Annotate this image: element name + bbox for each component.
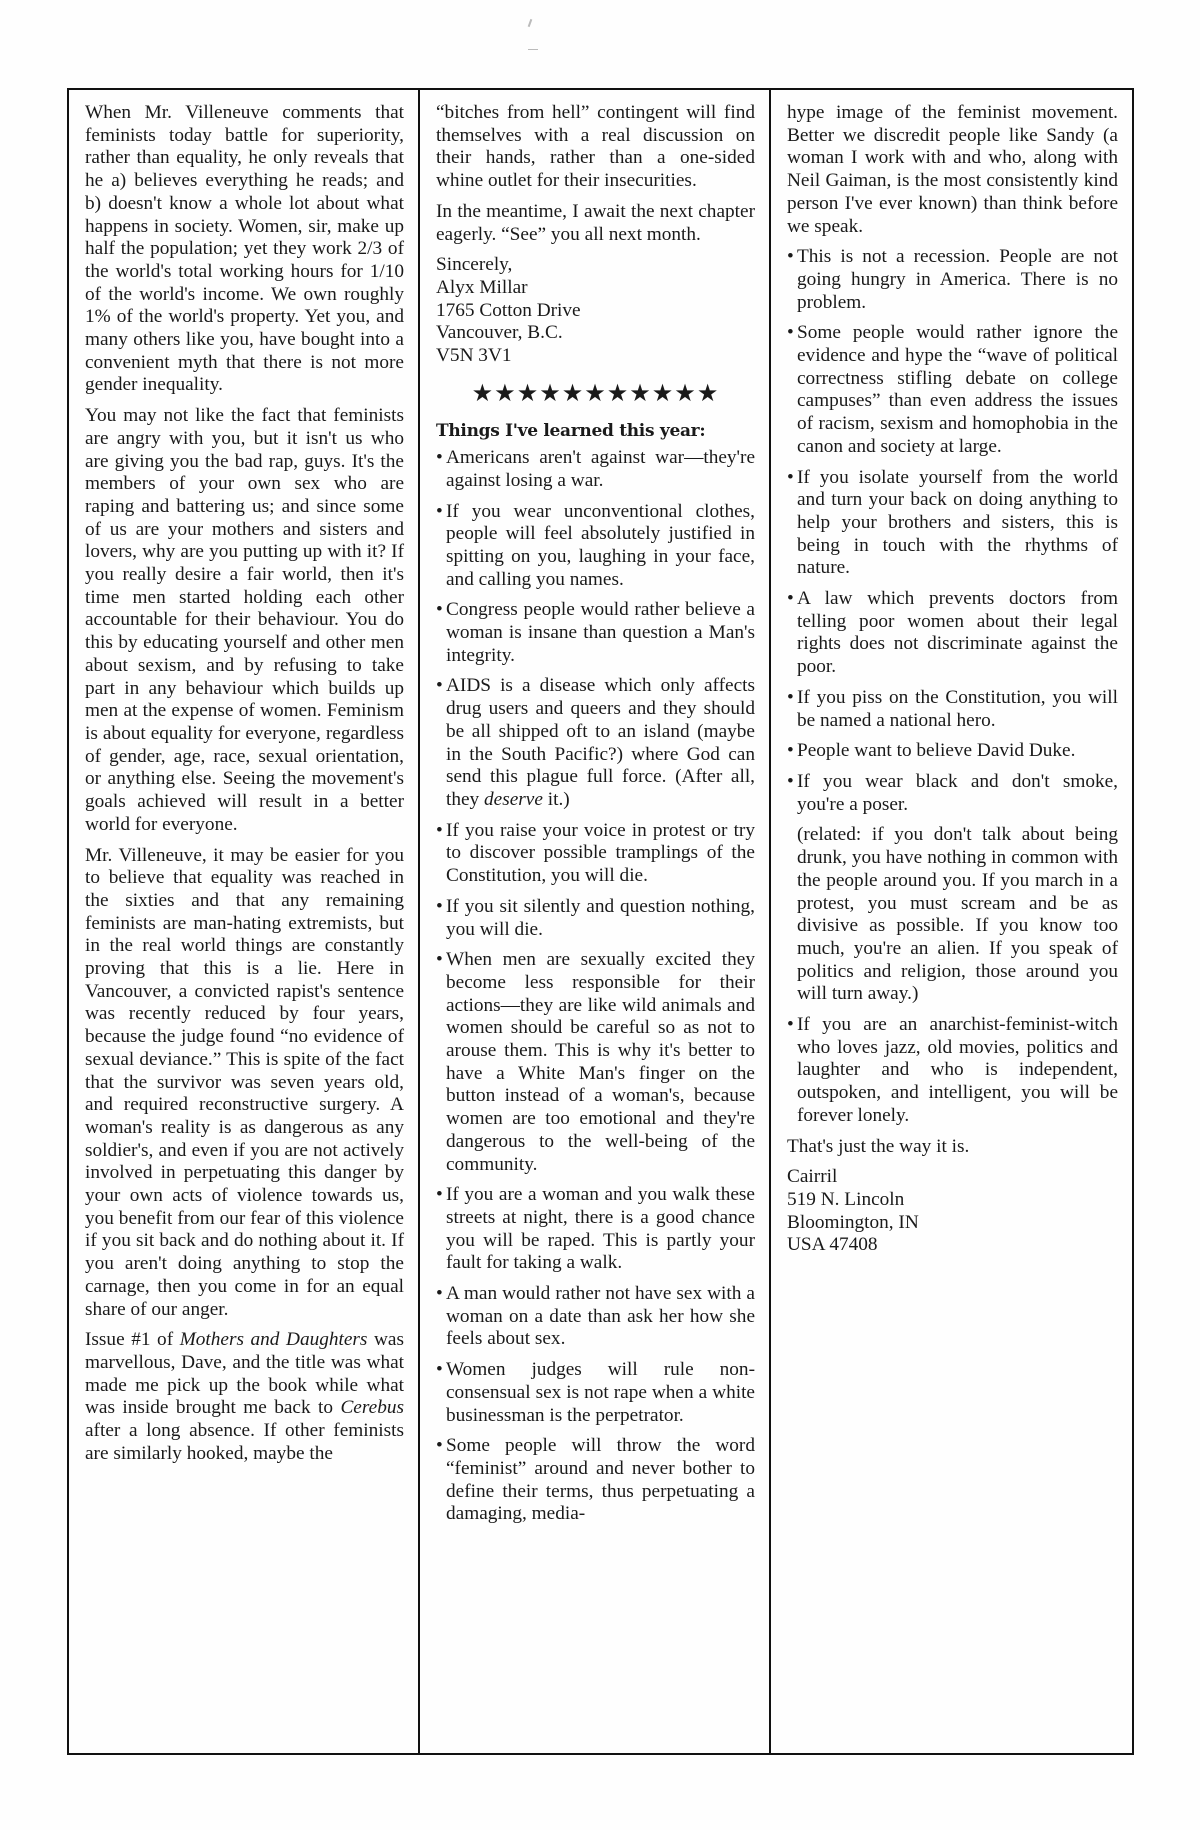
list-item: • Women judges will rule non-consensual sex is not rape when a white businessman is the perpetrator. xyxy=(436,1359,755,1426)
address-line: 1765 Cotton Drive xyxy=(436,299,581,321)
list-item: • Americans aren't against war—they're against losing a war. xyxy=(436,447,755,491)
author-name: Alyx Millar xyxy=(436,276,528,298)
list-item: • If you are a woman and you walk these streets at night, there is a good chance you will be raped. This is partly your fault for taking a walk. xyxy=(436,1184,755,1274)
list-item: • AIDS is a disease which only affects drug users and queers and they should be all shipped oft to an island (maybe in the South Pacific?) where God can send this plague full force. (After all, they deserve it.) xyxy=(436,675,755,810)
related-note: (related: if you don't talk about being drunk, you have nothing in common with the people around you. If you march in a protest, you must scream and be as divisive as possible. If you know too much, you're an alien. If you speak of politics and religion, those around you will turn away.) xyxy=(797,824,1118,1005)
paragraph: “bitches from hell” contingent will find themselves with a real discussion on their hands, rather than a one-sided whine outlet for their insecurities. xyxy=(436,102,755,192)
paragraph: In the meantime, I await the next chapter eagerly. “See” you all next month. xyxy=(436,200,755,245)
paragraph: You may not like the fact that feminists are angry with you, but it isn't us who are giving you the bad rap, guys. It's the members of your own sex who are raping and battering us; and since some of us are your mothers and sisters and lovers, why are you putting up with it? If you really desire a fair world, then it's time men started holding each other accountable for their behaviour. You do this by educating yourself and other men about sexism, and by refusing to take part in any behaviour which builds up men at the expense of women. Feminism is about equality for everyone, regardless of gender, age, race, sexual orientation, or anything else. Seeing the movement's goals achieved will result in a better world for everyone. xyxy=(85,405,404,835)
list-item: • If you are an anarchist-feminist-witch who loves jazz, old movies, politics and laughter and who is independent, outspoken, and intelligent, you will be forever lonely. xyxy=(787,1014,1118,1126)
closing: Sincerely, xyxy=(436,254,513,276)
paragraph: Issue #1 of Mothers and Daughters was marvellous, Dave, and the title was what made me pick up the book while what was inside brought me back to Cerebus after a long absence. If other feminists are similarly hooked, maybe the xyxy=(85,1329,404,1464)
address-line: V5N 3V1 xyxy=(436,345,512,367)
list-item: • If you piss on the Constitution, you will be named a national hero. xyxy=(787,686,1118,731)
list-item: • When men are sexually excited they become less responsible for their actions—they are like wild animals and women should be careful so as not to arouse them. This is why it's better to have a White Man's finger on the button instead of a woman's, because women are too emotional and they're dangerous to the well-being of the community. xyxy=(436,949,755,1175)
signoff-alyx xyxy=(436,254,755,368)
list-item: • This is not a recession. People are not going hungry in America. There is no problem. xyxy=(787,246,1118,313)
author-name: Cairril xyxy=(787,1166,838,1188)
list-item: • If you isolate yourself from the world and turn your back on doing anything to help your brothers and sisters, this is being in touch with the rhythms of nature. xyxy=(787,466,1118,579)
list-item: • If you wear unconventional clothes, people will feel absolutely justified in spitting on you, laughing in your face, and calling you names. xyxy=(436,500,755,590)
list-item: • Congress people would rather believe a woman is insane than question a Man's integrity. xyxy=(436,599,755,666)
scan-mark xyxy=(528,49,538,50)
column-1 xyxy=(69,90,420,1753)
scan-mark xyxy=(528,19,533,27)
list-heading: Things I've learned this year: xyxy=(436,421,706,442)
list-item: • People want to believe David Duke. xyxy=(787,740,1076,762)
column-3 xyxy=(771,90,1132,1753)
list-item: • If you sit silently and question nothing, you will die. xyxy=(436,895,755,940)
letters-frame xyxy=(67,88,1134,1755)
list-item: • Some people will throw the word “feminist” around and never bother to define their terms, thus perpetuating a damaging, media- xyxy=(436,1435,755,1525)
address-line: Bloomington, IN xyxy=(787,1211,919,1233)
address-line: Vancouver, B.C. xyxy=(436,322,563,344)
list-item: • Some people would rather ignore the evidence and hype the “wave of political correctness stifling debate on college campuses” than even address the issues of racism, sexism and homophobia in the canon and society at large. xyxy=(787,322,1118,457)
list-item: • A man would rather not have sex with a woman on a date than ask her how she feels about sex. xyxy=(436,1283,755,1350)
star-divider: ★★★★★★★★★★★ xyxy=(471,378,720,407)
list-item: • If you wear black and don't smoke, you're a poser. xyxy=(787,770,1118,815)
list-item: • If you raise your voice in protest or try to discover possible tramplings of the Constitution, you will die. xyxy=(436,819,755,887)
paragraph: hype image of the feminist movement. Better we discredit people like Sandy (a woman I work with and who, along with Neil Gaiman, is the most consistently kind person I've ever known) than think before we speak. xyxy=(787,102,1118,237)
closing-line: That's just the way it is. xyxy=(787,1135,970,1157)
address-line: USA 47408 xyxy=(787,1234,878,1256)
address-line: 519 N. Lincoln xyxy=(787,1188,905,1210)
paragraph: Mr. Villeneuve, it may be easier for you to believe that equality was reached in the sixties and that any remaining feminists are man-hating extremists, but in the real world things are constantly proving that this is a lie. Here in Vancouver, a convicted rapist's sentence was recently reduced by four years, because the judge found “no evidence of sexual deviance.” This is spite of the fact that the survivor was seven years old, and required reconstructive surgery. A woman's reality is as dangerous as any soldier's, and even if you are not actively involved in perpetuating this danger by your own acts of violence towards us, you benefit from our fear of this violence if you sit back and do nothing about it. If you aren't doing anything to stop the carnage, then you come in for an equal share of our anger. xyxy=(85,844,404,1320)
signoff-cairril xyxy=(787,1166,1118,1257)
paragraph: When Mr. Villeneuve comments that feminists today battle for superiority, rather than equality, he only reveals that he a) believes everything he reads; and b) doesn't know a whole lot about what happens in society. Women, sir, make up half the population; yet they work 2/3 of the world's total working hours for 1/10 of the world's income. We own roughly 1% of the world's property. Yet you, and many others like you, have bought into a convenient myth that there is not more gender inequality. xyxy=(85,102,404,396)
list-item: • A law which prevents doctors from telling poor women about their legal rights does not discriminate against the poor. xyxy=(787,588,1118,678)
column-2 xyxy=(420,90,771,1753)
